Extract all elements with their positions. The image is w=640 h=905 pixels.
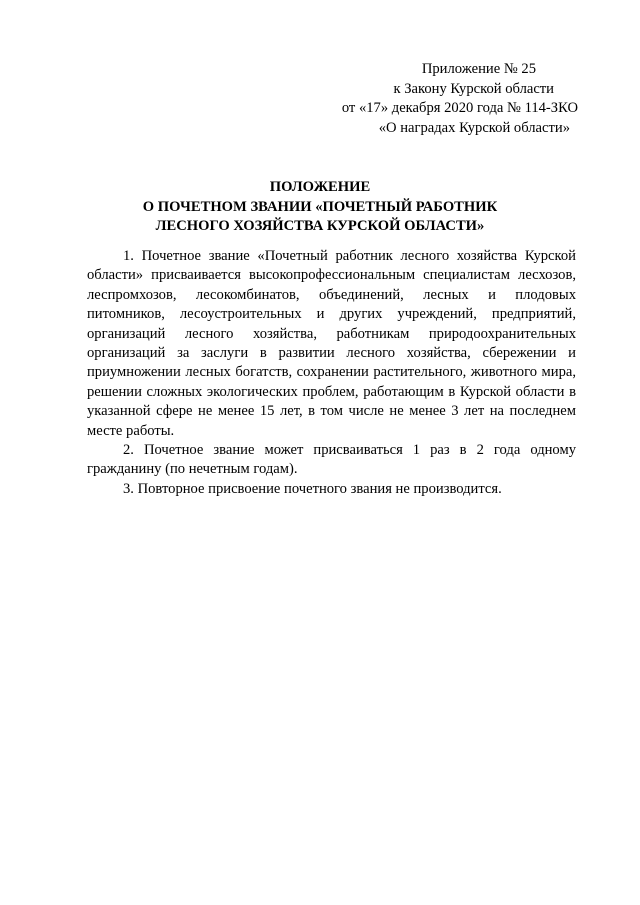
document-title	[60, 178, 580, 237]
paragraph-2: 2. Почетное звание может присваиваться 1 раз в 2 года одному гражданину (по нечетным годам).	[87, 442, 576, 478]
title-line-3: ЛЕСНОГО ХОЗЯЙСТВА КУРСКОЙ ОБЛАСТИ»	[155, 218, 485, 234]
title-line-2: О ПОЧЕТНОМ ЗВАНИИ «ПОЧЕТНЫЙ РАБОТНИК	[142, 198, 498, 215]
annex-header	[300, 60, 596, 138]
annex-law-reference: к Закону Курской области	[393, 80, 554, 97]
paragraph-1: 1. Почетное звание «Почетный работник лесного хозяйства Курской области» присваивается высокопрофессиональным специалистам лесхозов, леспромхозов, лесокомбинатов, объединений, лесных и плодовых питомников, лесоустроительных и других учреждений, предприятий, организаций лесного хозяйства, работникам природоохранительных организаций за заслуги в развитии лесного хозяйства, сбережении и приумножении лесных богатств, сохранении растительного, животного мира, решении сложных экологических проблем, работающим в Курской области в указанной сфере не менее 15 лет, в том числе не менее 3 лет на последнем месте работы.	[87, 248, 576, 439]
document-body	[87, 247, 576, 499]
title-line-1: ПОЛОЖЕНИЕ	[269, 179, 371, 195]
paragraph-3: 3. Повторное присвоение почетного звания не производится.	[123, 480, 502, 497]
annex-number: Приложение № 25	[421, 61, 536, 77]
annex-law-date: от «17» декабря 2020 года № 114-ЗКО	[341, 100, 578, 116]
annex-law-title: «О наградах Курской области»	[378, 119, 570, 136]
